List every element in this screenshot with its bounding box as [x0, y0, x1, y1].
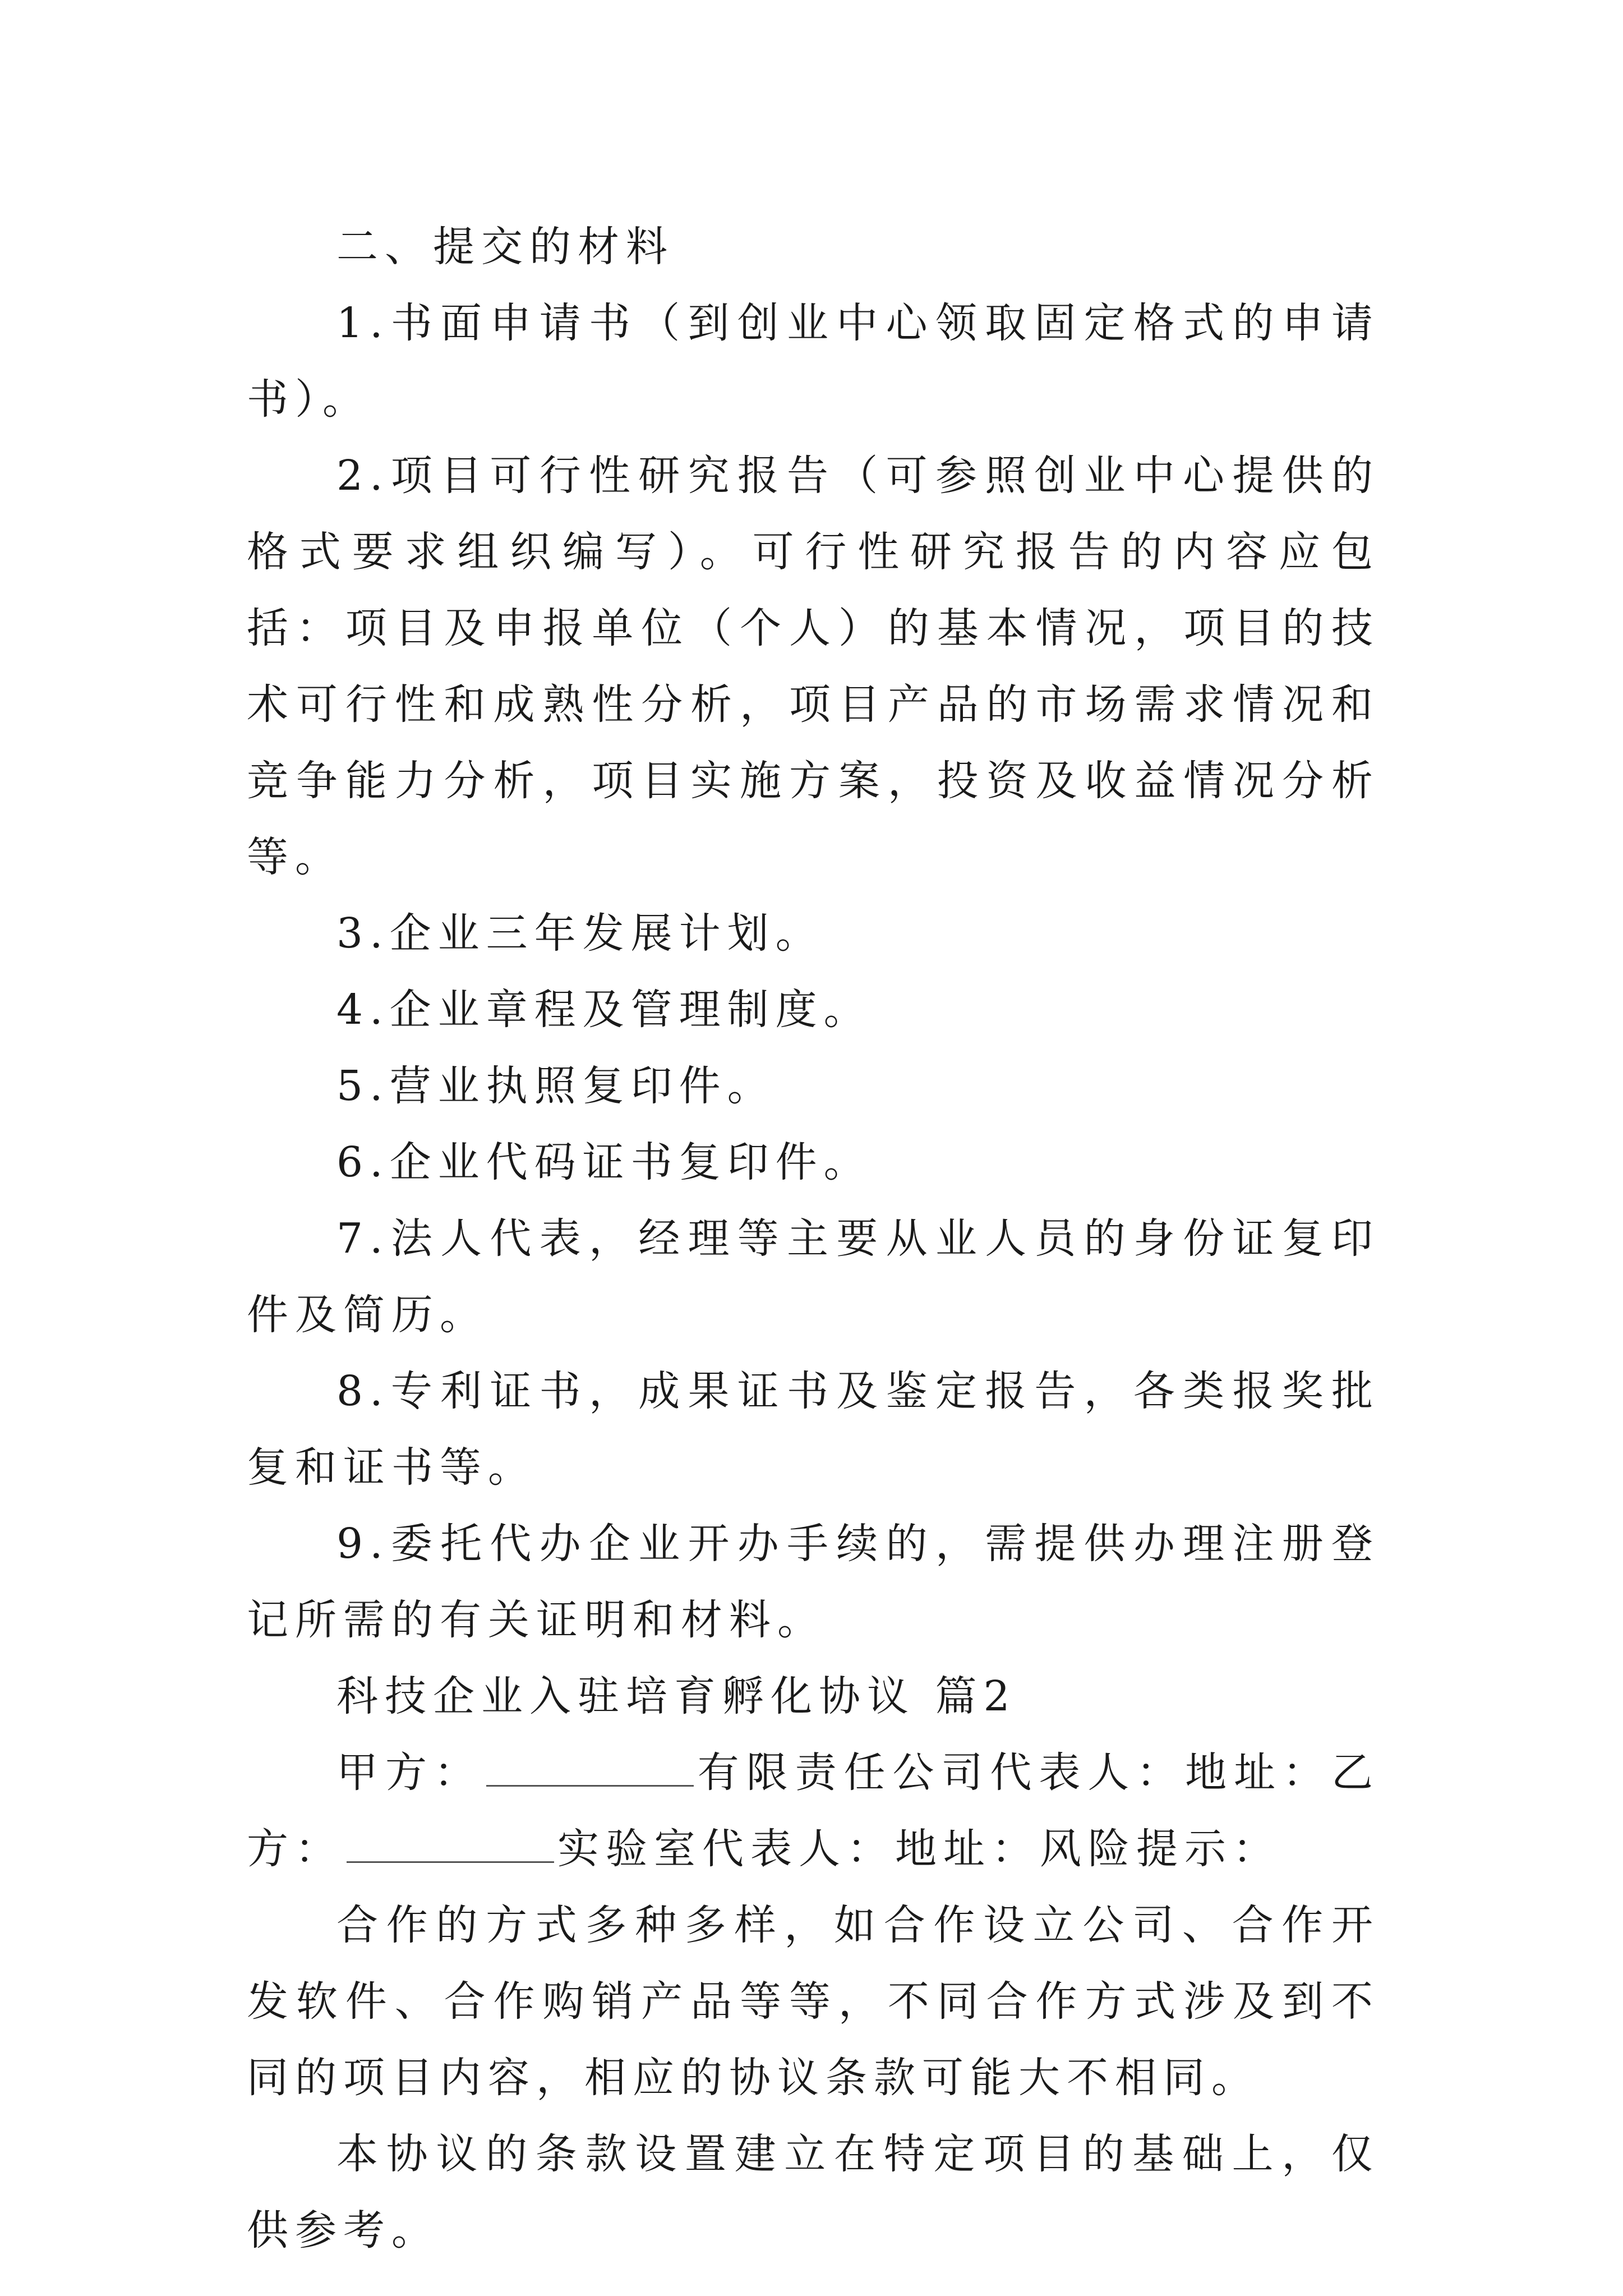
party-b-suffix: 实验室代表人：地址：风险提示： [557, 1825, 1281, 1873]
party-a-suffix: 有限责任公司代表人：地址：乙方： [247, 1749, 1380, 1873]
list-item-1: 1.书面申请书（到创业中心领取固定格式的申请书）。 [247, 299, 1380, 424]
section-heading: 二、提交的材料 [336, 223, 674, 271]
party-a-label: 甲方： [336, 1749, 483, 1797]
party-b-blank [347, 1828, 554, 1863]
list-item-8: 8.专利证书，成果证书及鉴定报告，各类报奖批复和证书等。 [247, 1367, 1380, 1492]
list-item-7: 7.法人代表，经理等主要从业人员的身份证复印件及简历。 [247, 1214, 1380, 1339]
paragraph-cooperation: 合作的方式多种多样，如合作设立公司、合作开发软件、合作购销产品等等，不同合作方式涉及到不同的项目内容，相应的协议条款可能大不相同。 [247, 1901, 1380, 2102]
document-body [247, 209, 1380, 2269]
list-item-4: 4.企业章程及管理制度。 [336, 986, 872, 1034]
party-a-blank [486, 1751, 694, 1787]
list-item-6: 6.企业代码证书复印件。 [336, 1138, 872, 1186]
party-line [247, 1734, 1380, 1887]
list-item-2: 2.项目可行性研究报告（可参照创业中心提供的格式要求组织编写）。可行性研究报告的内容应包括：项目及申报单位（个人）的基本情况，项目的技术可行性和成熟性分析，项目产品的市场需求情况和竞争能力分析，项目实施方案，投资及收益情况分析等。 [247, 452, 1380, 881]
list-item-3: 3.企业三年发展计划。 [336, 909, 824, 958]
list-item-5: 5.营业执照复印件。 [336, 1062, 776, 1110]
agreement-title: 科技企业入驻培育孵化协议 篇2 [336, 1672, 1017, 1720]
list-item-9: 9.委托代办企业开办手续的，需提供办理注册登记所需的有关证明和材料。 [247, 1520, 1380, 1644]
paragraph-reference-note: 本协议的条款设置建立在特定项目的基础上，仅供参考。 [247, 2130, 1380, 2254]
